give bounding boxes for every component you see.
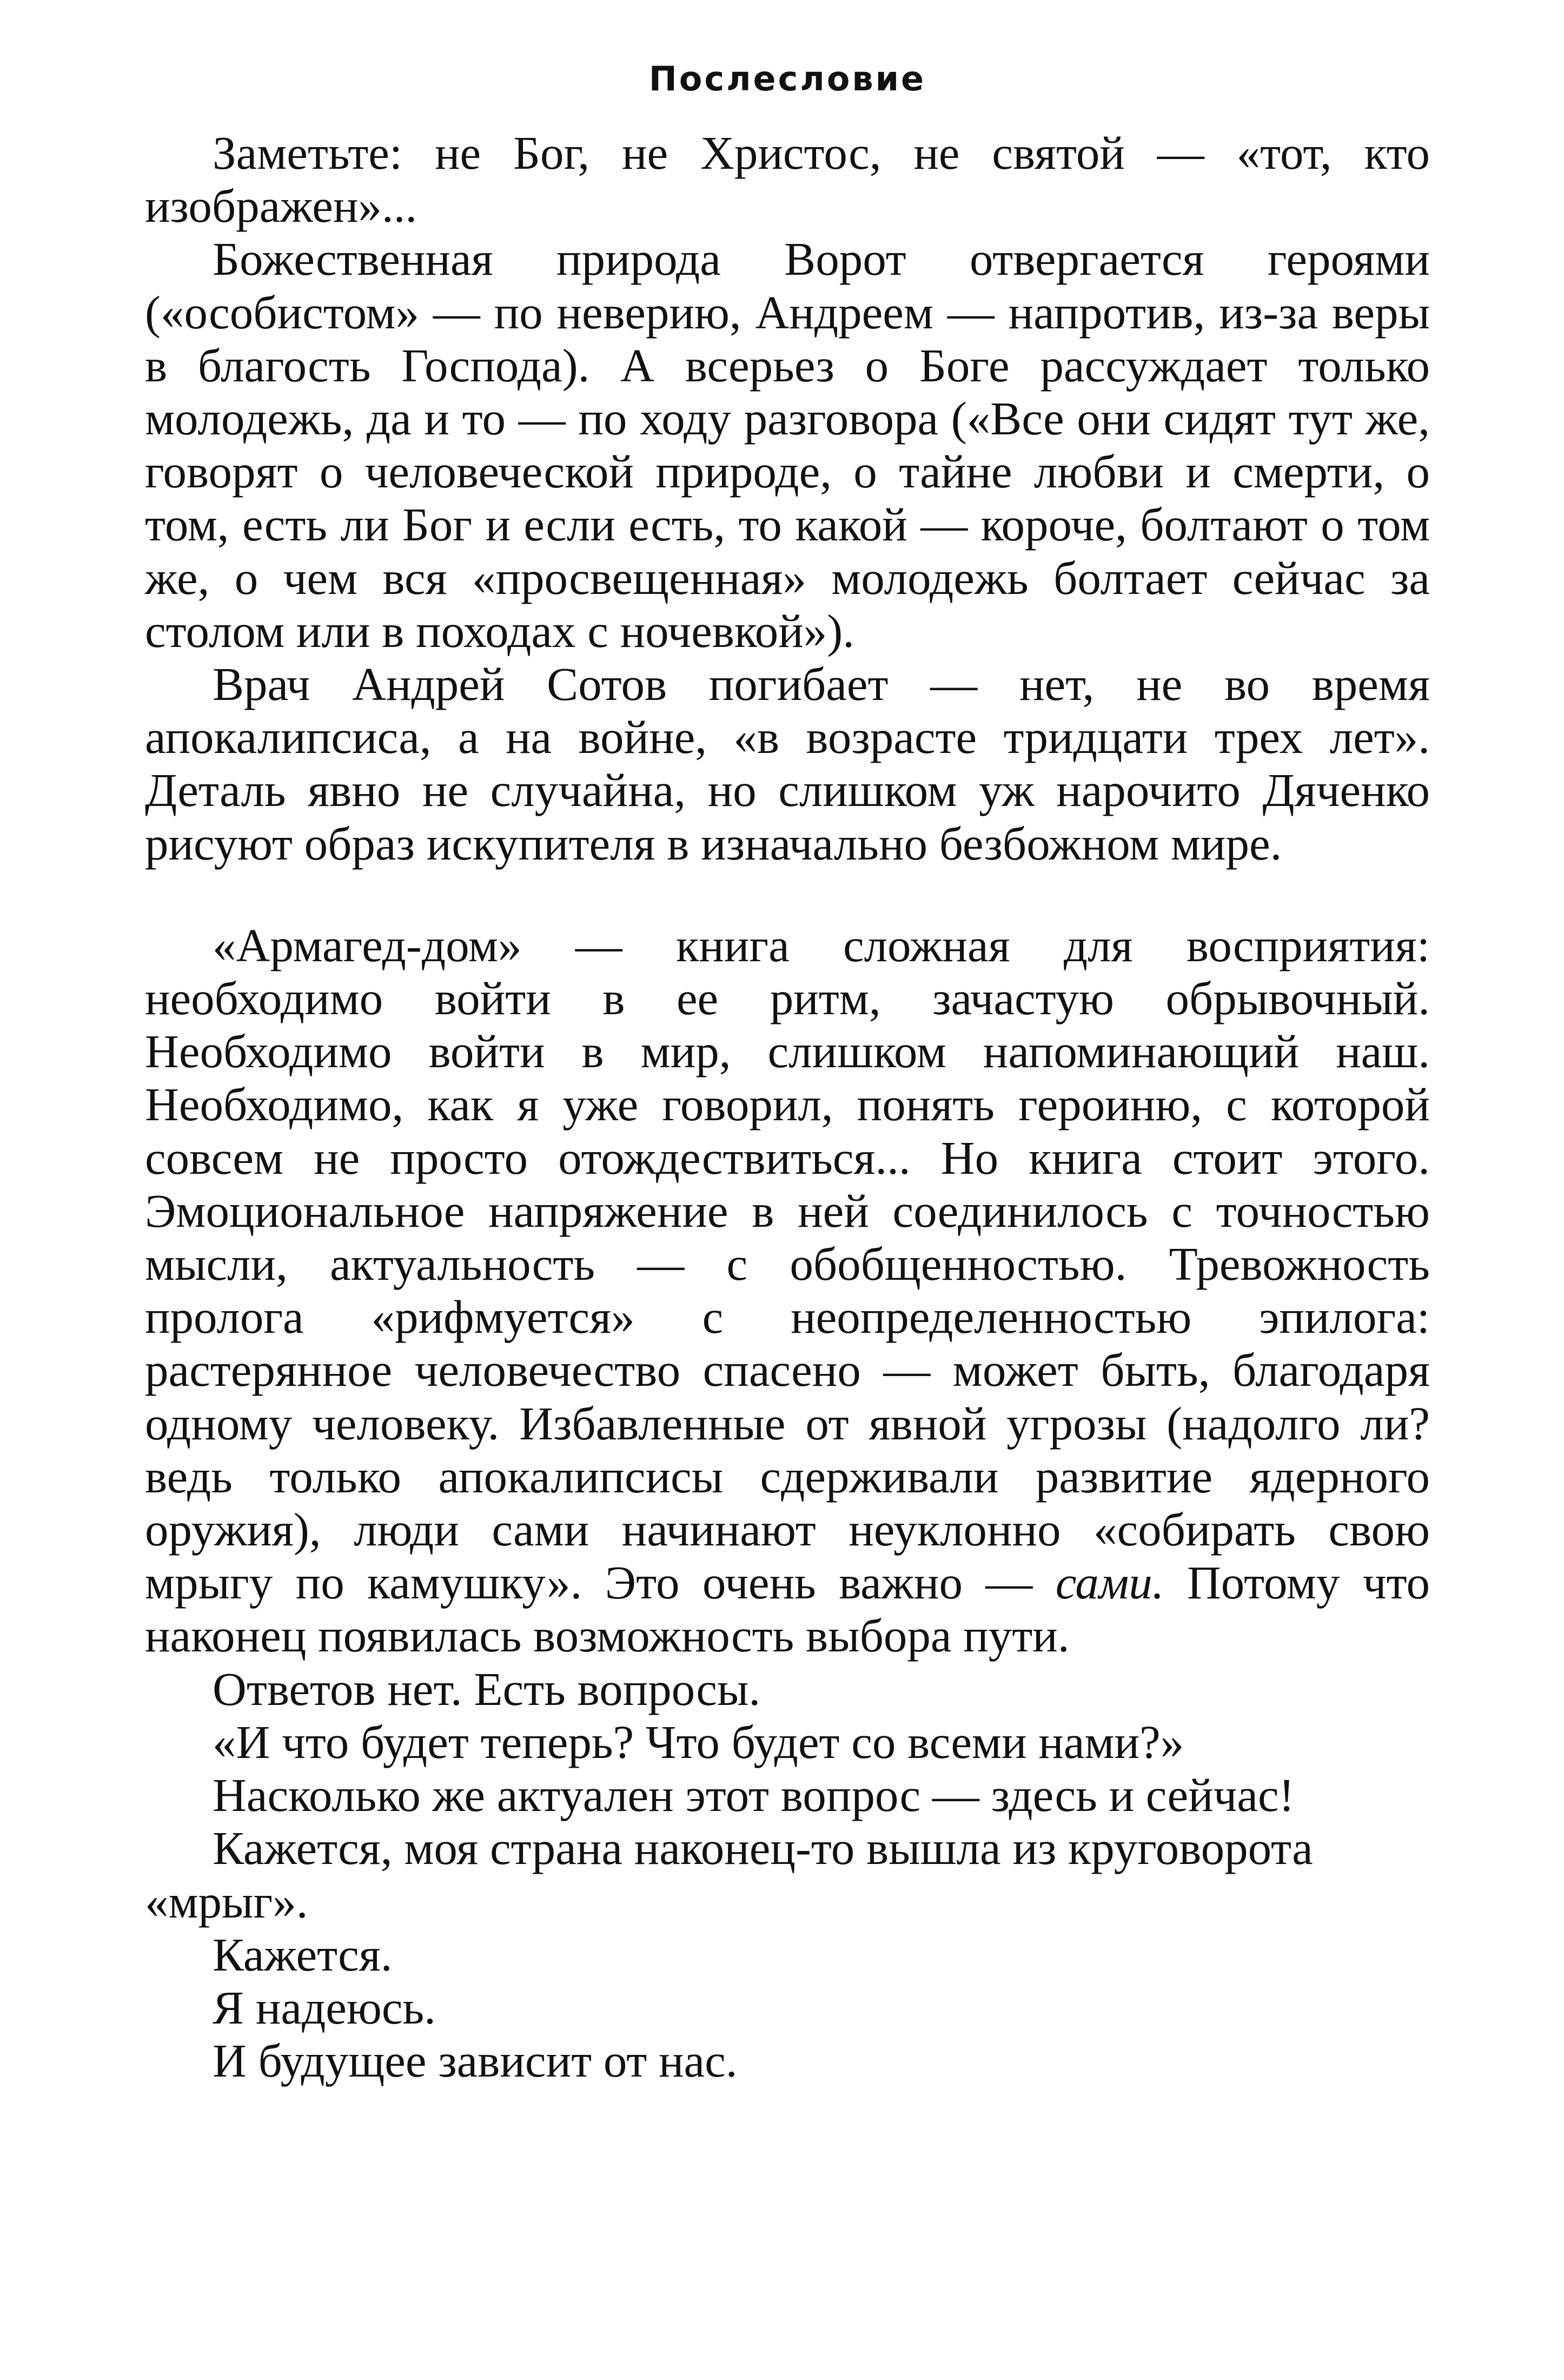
paragraph-text: «Армагед-дом» — книга сложная для восприятия: необходимо войти в ее ритм, зачастую обрывочный. Необходимо войти в мир, слишком напоминающий наш. Необходимо, как я уже говорил, понять героиню, с которой совсем не просто отождествиться... Но книга стоит этого. Эмоциональное напряжение в ней соединилось с точностью мысли, актуальность — с обобщенностью. Тревожность пролога «рифмуется» с неопределенностью эпилога: растерянное человечество спасено — может быть, благодаря одному человеку. Избавленные от явной угрозы (надолго ли? ведь только апокалипсисы сдерживали развитие ядерного оружия), люди сами начинают неуклонно «собирать свою мрыгу по камушку». Это очень важно —: [145, 918, 1430, 1609]
paragraph: Заметьте: не Бог, не Христос, не святой — «тот, кто изображен»...: [145, 127, 1430, 233]
paragraph: [145, 919, 1430, 1663]
paragraph: И будущее зависит от нас.: [213, 2034, 738, 2087]
paragraph: Врач Андрей Сотов погибает — нет, не во время апокалипсиса, а на войне, «в возрасте тридцати трех лет». Деталь явно не случайна, но слишком уж нарочито Дяченко рисуют образ искупителя в изначально безбожном мире.: [145, 658, 1430, 870]
paragraph: Кажется.: [213, 1928, 393, 1981]
paragraph: Ответов нет. Есть вопросы.: [213, 1662, 761, 1715]
emphasis-text: сами.: [1055, 1556, 1164, 1609]
section-break: [145, 870, 1430, 919]
book-page: [145, 52, 1430, 2087]
paragraph: Божественная природа Ворот отвергается героями («особистом» — по неверию, Андреем — напротив, из-за веры в благость Господа). А всерьез о Боге рассуждает только молодежь, да и то — по ходу разговора («Все они сидят тут же, говорят о человеческой природе, о тайне любви и смерти, о том, есть ли Бог и если есть, то какой — короче, болтают о том же, о чем вся «просвещенная» молодежь болтает сейчас за столом или в походах с ночевкой»).: [145, 233, 1430, 657]
paragraph: Насколько же актуален этот вопрос — здесь и сейчас!: [213, 1769, 1295, 1822]
quote-line: «И что будет теперь? Что будет со всеми нами?»: [213, 1715, 1184, 1768]
running-title: Послесловие: [648, 59, 926, 98]
paragraph: Кажется, моя страна наконец-то вышла из круговорота «мрыг».: [145, 1822, 1313, 1928]
paragraph-text: Потому что наконец появилась возможность выбора пути.: [145, 1556, 1430, 1662]
paragraph: Я надеюсь.: [213, 1981, 436, 2034]
